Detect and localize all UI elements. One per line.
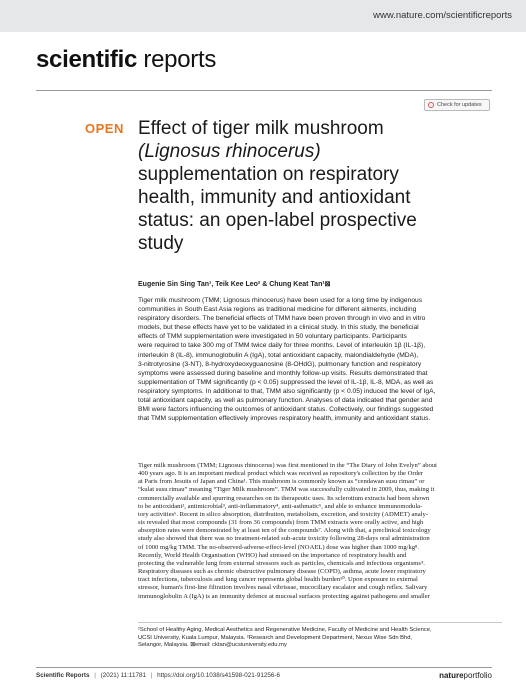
author-list: Eugenie Sin Sing Tan¹, Teik Kee Leo² & Chung Keat Tan¹⊠ [138,281,331,288]
abstract-line: supplementation of TMM significantly (p < 0.05) suppressed the level of IL-1β, IL-8, MDA, as well as [138,378,434,386]
title-line: health, immunity and antioxidant [138,187,411,208]
abstract-line: that TMM supplementation effectively improves respiratory health, immunity and antioxidant status. [138,415,431,423]
header-divider [36,90,492,91]
abstract [138,296,502,423]
abstract-line: 3-nitrotyrosine (3-NT), 8-hydroxydeoxyguanosine (8-OHdG), pulmonary function and respiratory [138,360,422,368]
check-updates-button[interactable] [424,99,490,111]
footer-divider [36,667,492,668]
footer-volume: (2021) 11:11781 [100,672,146,679]
title-line: Effect of tiger milk mushroom [138,118,384,139]
abstract-line: were required to take 300 mg of TMM twice daily for three months. Level of interleukin 1β (IL-1β), [138,342,426,350]
publisher-a: nature [439,671,464,680]
body-line: of 1000 mg/kg TMM. The no-observed-adverse-effect-level (NOAEL) dose was higher than 1000 mg/kg⁸. [138,543,419,551]
body-line: Recently, World Health Organisation (WHO) had stressed on the importance of respiratory health and [138,551,407,559]
journal-logo[interactable] [36,46,216,74]
journal-url[interactable]: www.nature.com/scientificreports [373,10,512,21]
body-line: commercially available and spurring researches on its therapeutic uses. Its sclerotium extracts had been shown [138,494,430,502]
abstract-line: total antioxidant capacity, as well as pulmonary function. Analyses of data indicated that gender and [138,397,433,405]
footer-doi-link[interactable]: https://doi.org/10.1038/s41598-021-91256-6 [157,672,280,679]
publisher-b: portfolio [463,671,492,680]
abstract-line: effects of TMM supplementation were investigated in 50 voluntary participants. Participants [138,333,407,341]
footer-journal: Scientific Reports [36,672,90,679]
abstract-line: respiratory symptoms. In additional to that, TMM also significantly (p < 0.05) induced the level of IgA, [138,387,436,395]
title-line: status: an open-label prospective [138,210,417,231]
title-line: (Lignosus rhinocerus) [138,141,321,162]
affiliation-divider [138,622,502,623]
body-line: to be antioxidant², antimicrobial³, anti-inflammatory⁴, anti-asthmatic⁵, and able to enhance immunomodula- [138,502,423,510]
abstract-line: symptoms were assessed during baseline and monthly follow-up visits. Results demonstrated that [138,369,428,377]
body-line: sis revealed that most compounds (31 from 36 compounds) from TMM extracts were orally active, and high [138,519,424,527]
abstract-line: Tiger milk mushroom (TMM; Lignosus rhinocerus) have been used for a long time by indigenous [138,297,423,304]
affiliation-line: Selangor, Malaysia. ⊠email: cktan@ucsiuniversity.edu.my [138,642,287,649]
open-access-label: OPEN [85,121,124,136]
abstract-line: communities in South East Asia regions as traditional medicine for different ailments, including [138,306,417,314]
article-title [138,117,438,255]
title-line: supplementation on respiratory [138,164,399,185]
body-text [138,462,502,601]
abstract-line: BMI were factors influencing the outcomes of antioxidant status. Collectively, our findings suggested [138,406,434,414]
affiliations [138,627,502,650]
abstract-line: interleukin 8 (IL-8), immunoglobulin A (IgA), total antioxidant capacity, malondialdehyde (MDA), [138,351,419,359]
page-footer: Scientific Reports | (2021) 11:11781 | https://doi.org/10.1038/s41598-021-91256-6 natureportfolio [36,671,492,680]
title-line: study [138,233,184,254]
affiliation-line: ¹School of Healthy Aging, Medical Aesthetics and Regenerative Medicine, Faculty of Medicine and Health Science, [138,627,432,633]
journal-logo-bold: scientific [36,46,138,73]
body-line: 400 years ago. It is an important medical product which was received as repository's collection by the Order [138,470,423,478]
abstract-line: respiratory disorders. The beneficial effects of TMM have been proven through in vivo and in vitro [138,315,426,323]
body-line: protecting the vulnerable lung from external stressors such as particles, chemicals and infectious organisms⁹. [138,559,425,567]
body-line: absorption rates were demonstrated by at least ten of the compounds⁷. Along with that, a preclinical toxicology [138,527,431,535]
affiliation-line: UCSI University, Kuala Lumpur, Malaysia. ²Research and Development Department, Nexus Wise Sdn Bhd, [138,634,413,641]
body-line: at Paris from Jesuits of Japan and China¹. This mushroom is commonly known as “cendawan susu rimau” or [138,478,425,486]
body-line: immunoglobulin A (IgA) is an immunity defence at mucosal surfaces protecting against pathogens and smaller [138,592,430,600]
check-updates-label: Check for updates [437,102,482,108]
body-line: tory activities⁶. Recent in silico absorption, distribution, metabolism, excretion, and toxicity (ADMET) analy- [138,510,428,518]
body-line: Respiratory diseases such as chronic obstructive pulmonary disease (COPD), asthma, acute lower respiratory [138,568,426,576]
body-line: stressor, human's first-line filtration involves nasal vibrissae, mucociliary escalator and cough reflex. Salivary [138,584,428,592]
top-bar [0,0,526,32]
body-line: study also showed that there was no treatment-related sub-acute toxicity following 28-days oral administration [138,535,430,543]
body-line: “kulat susu rimau” meaning “Tiger Milk mushroom”. TMM was successfully cultivated in 2009, thus, making it [138,486,435,494]
nature-portfolio-logo [439,671,492,680]
body-line: tract infections, tuberculosis and lung cancer represents global health burden¹⁰. Upon exposure to external [138,576,418,584]
journal-logo-light: reports [143,46,217,73]
body-line: Tiger milk mushroom (TMM; Lignosus rhinocerus) was first mentioned in the “The Diary of John Evelyn” about [138,462,437,469]
check-updates-icon [428,102,434,108]
abstract-line: models, but these effects have yet to be validated in a clinical study. In this study, the beneficial [138,324,419,332]
